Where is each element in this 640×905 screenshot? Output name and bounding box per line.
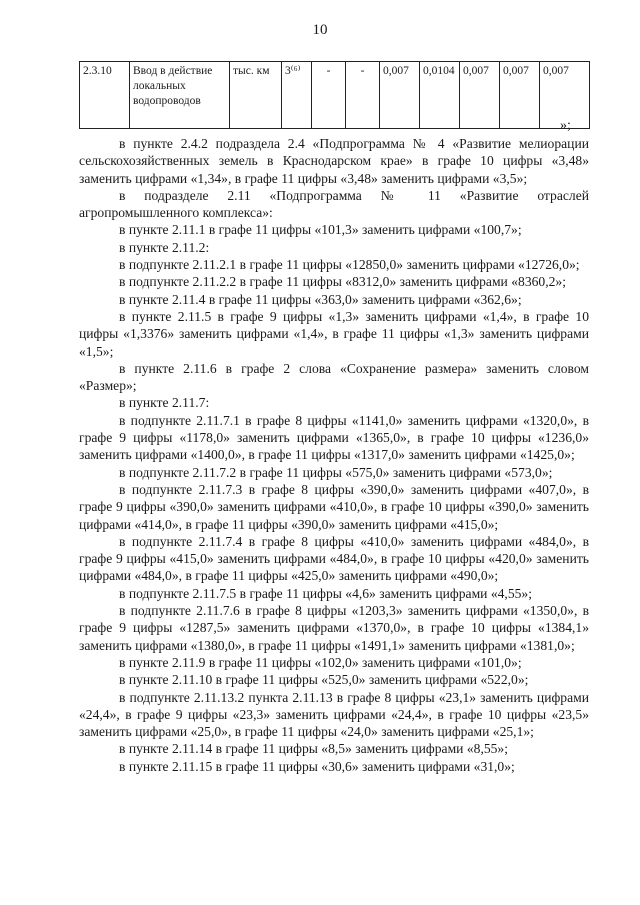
paragraph: в пункте 2.11.15 в графе 11 цифры «30,6» заменить цифрами «31,0»; bbox=[119, 758, 515, 774]
paragraph: в подразделе 2.11 «Подпрограмма № 11 «Развитие отраслей агропромышленного комплекса»: bbox=[79, 187, 589, 221]
paragraph: в пункте 2.11.1 в графе 11 цифры «101,3» заменить цифрами «100,7»; bbox=[119, 222, 522, 238]
paragraph: в подпункте 2.11.2.2 в графе 11 цифры «8312,0» заменить цифрами «8360,2»; bbox=[119, 274, 566, 290]
paragraph: в пункте 2.11.10 в графе 11 цифры «525,0» заменить цифрами «522,0»; bbox=[119, 672, 529, 688]
paragraph: в пункте 2.11.6 в графе 2 слова «Сохранение размера» заменить словом «Размер»; bbox=[79, 360, 589, 394]
paragraph: в пункте 2.11.14 в графе 11 цифры «8,5» заменить цифрами «8,55»; bbox=[119, 741, 509, 757]
paragraph: в подпункте 2.11.7.6 в графе 8 цифры «1203,3» заменить цифрами «1350,0», в графе 9 цифры «1287,5» заменить цифрами «1370,0», в графе 10 цифры «1384,1» заменить цифрами «1380,0», в графе 11 цифры «1491,1» заменить цифрами «1381,0»; bbox=[79, 603, 589, 653]
row-value-cell: 0,007 bbox=[500, 62, 540, 129]
paragraph: в пункте 2.11.5 в графе 9 цифры «1,3» заменить цифрами «1,4», в графе 10 цифры «1,3376» заменить цифрами «1,4», в графе 11 цифры «1,3» заменить цифрами «1,5»; bbox=[79, 308, 589, 359]
paragraph: в пункте 2.4.2 подраздела 2.4 «Подпрограмма № 4 «Развитие мелиорации сельскохозяйственных земель в Краснодарском крае» в графе 10 цифры «3,48» заменить цифрами «1,34», в графе 11 цифры «3,48» заменить цифрами «3,5»; bbox=[79, 136, 589, 186]
paragraph: в подпункте 2.11.13.2 пункта 2.11.13 в графе 8 цифры «23,1» заменить цифрами «24,4», в графе 9 цифры «23,3» заменить цифрами «24,4», в графе 10 цифры «23,5» заменить цифрами «25,0», в графе 11 цифры «24,0» заменить цифрами «25,1»; bbox=[79, 689, 589, 740]
paragraph: в пункте 2.11.2: bbox=[119, 239, 210, 255]
page-number: 10 bbox=[312, 22, 328, 38]
paragraph: в подпункте 2.11.7.3 в графе 8 цифры «390,0» заменить цифрами «407,0», в графе 9 цифры «390,0» заменить цифрами «410,0», в графе 10 цифры «390,0» заменить цифрами «414,0», в графе 11 цифры «390,0» заменить цифрами «415,0»; bbox=[79, 481, 589, 532]
paragraph: в пункте 2.11.7: bbox=[119, 395, 210, 411]
closing-quote: »; bbox=[560, 118, 571, 133]
row-unit-cell: тыс. км bbox=[230, 62, 282, 129]
paragraph: в пункте 2.11.4 в графе 11 цифры «363,0» заменить цифрами «362,6»; bbox=[119, 291, 522, 307]
paragraph: в подпункте 2.11.7.2 в графе 11 цифры «575,0» заменить цифрами «573,0»; bbox=[119, 464, 553, 480]
amendment-text bbox=[79, 135, 589, 775]
row-value-cell: 0,007 bbox=[460, 62, 500, 129]
row-value-cell: 0,007 bbox=[540, 62, 590, 129]
row-value-cell: 0,0104 bbox=[420, 62, 460, 129]
row-col4-cell: 3⁽⁶⁾ bbox=[282, 62, 312, 129]
paragraph: в подпункте 2.11.7.5 в графе 11 цифры «4,6» заменить цифрами «4,55»; bbox=[119, 585, 533, 601]
paragraph: в подпункте 2.11.2.1 в графе 11 цифры «12850,0» заменить цифрами «12726,0»; bbox=[119, 257, 580, 273]
table-row bbox=[80, 62, 590, 129]
row-col6-cell: - bbox=[346, 62, 380, 129]
paragraph: в подпункте 2.11.7.1 в графе 8 цифры «1141,0» заменить цифрами «1320,0», в графе 9 цифры «1178,0» заменить цифрами «1365,0», в графе 10 цифры «1236,0» заменить цифрами «1400,0», в графе 11 цифры «1317,0» заменить цифрами «1425,0»; bbox=[79, 412, 589, 463]
row-code-cell: 2.3.10 bbox=[80, 62, 130, 129]
paragraph: в пункте 2.11.9 в графе 11 цифры «102,0» заменить цифрами «101,0»; bbox=[119, 654, 522, 670]
row-name-cell: Ввод в действие локальных водопроводов bbox=[130, 62, 230, 129]
paragraph: в подпункте 2.11.7.4 в графе 8 цифры «410,0» заменить цифрами «484,0», в графе 9 цифры «415,0» заменить цифрами «484,0», в графе 10 цифры «420,0» заменить цифрами «484,0», в графе 11 цифры «425,0» заменить цифрами «490,0»; bbox=[79, 533, 589, 584]
row-col5-cell: - bbox=[312, 62, 346, 129]
row-value-cell: 0,007 bbox=[380, 62, 420, 129]
amendment-table bbox=[79, 61, 590, 129]
